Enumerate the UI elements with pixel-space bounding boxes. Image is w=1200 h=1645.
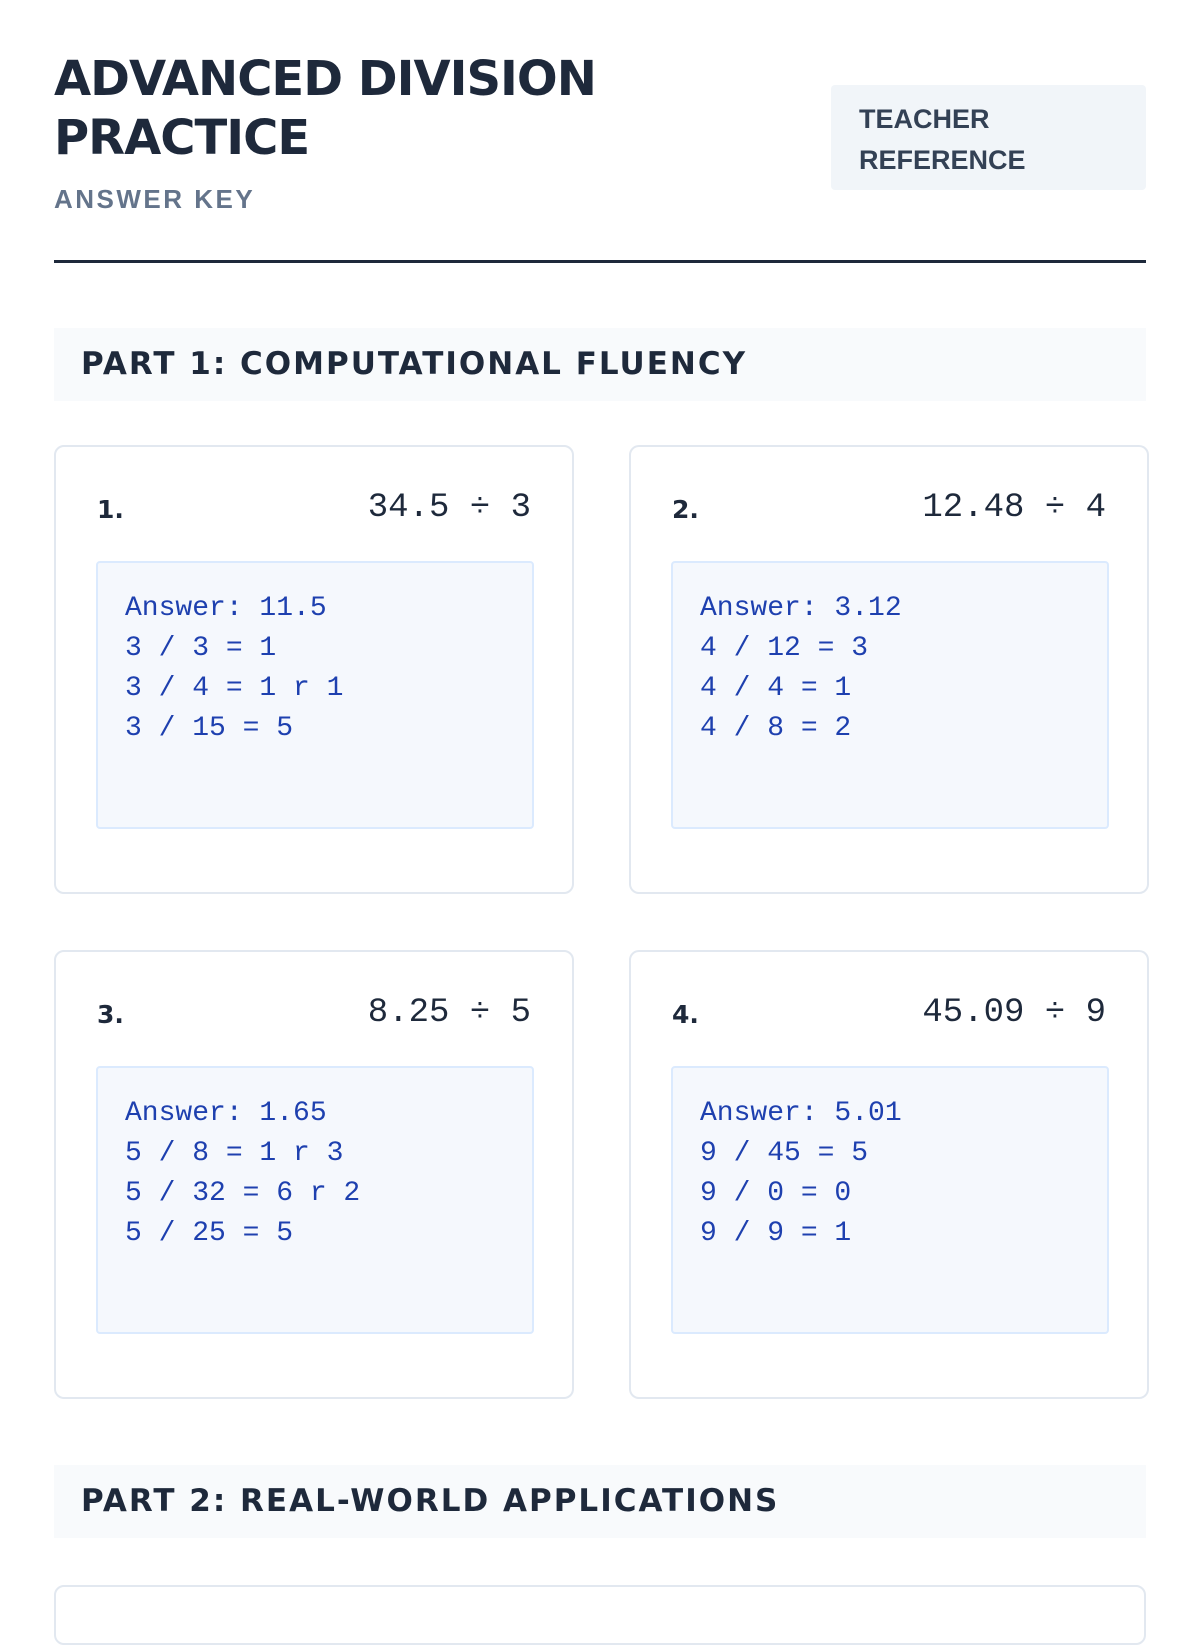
work-step: 3 / 4 = 1 r 1 bbox=[125, 673, 344, 704]
answer-text: Answer: 3.12 bbox=[700, 593, 902, 624]
problem-expression: 34.5 ÷ 3 bbox=[367, 489, 531, 527]
work-step: 5 / 25 = 5 bbox=[125, 1218, 294, 1249]
problem-card-4 bbox=[629, 950, 1149, 1399]
worksheet-header bbox=[54, 0, 1146, 265]
answer-box bbox=[96, 1066, 534, 1334]
problem-number: 1. bbox=[97, 495, 124, 524]
problem-card-partial bbox=[54, 1585, 1146, 1645]
header-divider bbox=[54, 260, 1146, 263]
work-step: 3 / 15 = 5 bbox=[125, 713, 294, 744]
problem-expression: 8.25 ÷ 5 bbox=[367, 994, 531, 1032]
problem-card-1 bbox=[54, 445, 574, 894]
work-step: 9 / 0 = 0 bbox=[700, 1178, 852, 1209]
work-step: 5 / 8 = 1 r 3 bbox=[125, 1138, 344, 1169]
work-step: 4 / 8 = 2 bbox=[700, 713, 852, 744]
work-step: 4 / 4 = 1 bbox=[700, 673, 852, 704]
problem-number: 4. bbox=[672, 1000, 699, 1029]
work-step: 4 / 12 = 3 bbox=[700, 633, 869, 664]
problem-expression: 12.48 ÷ 4 bbox=[922, 489, 1106, 527]
answer-text: Answer: 11.5 bbox=[125, 593, 327, 624]
page-title: ADVANCED DIVISION PRACTICE bbox=[54, 51, 596, 166]
problem-expression: 45.09 ÷ 9 bbox=[922, 994, 1106, 1032]
section-header-part1: PART 1: COMPUTATIONAL FLUENCY bbox=[54, 328, 1146, 401]
answer-text: Answer: 5.01 bbox=[700, 1098, 902, 1129]
work-step: 9 / 45 = 5 bbox=[700, 1138, 869, 1169]
work-step: 9 / 9 = 1 bbox=[700, 1218, 852, 1249]
problem-card-3 bbox=[54, 950, 574, 1399]
page-subtitle: ANSWER KEY bbox=[54, 184, 256, 214]
answer-box bbox=[671, 1066, 1109, 1334]
teacher-reference-badge: TEACHER REFERENCE bbox=[831, 85, 1146, 190]
answer-box bbox=[96, 561, 534, 829]
answer-box bbox=[671, 561, 1109, 829]
problem-number: 2. bbox=[672, 495, 699, 524]
answer-text: Answer: 1.65 bbox=[125, 1098, 327, 1129]
work-step: 5 / 32 = 6 r 2 bbox=[125, 1178, 361, 1209]
problem-card-2 bbox=[629, 445, 1149, 894]
problem-number: 3. bbox=[97, 1000, 124, 1029]
section-header-part2: PART 2: REAL-WORLD APPLICATIONS bbox=[54, 1465, 1146, 1538]
work-step: 3 / 3 = 1 bbox=[125, 633, 277, 664]
